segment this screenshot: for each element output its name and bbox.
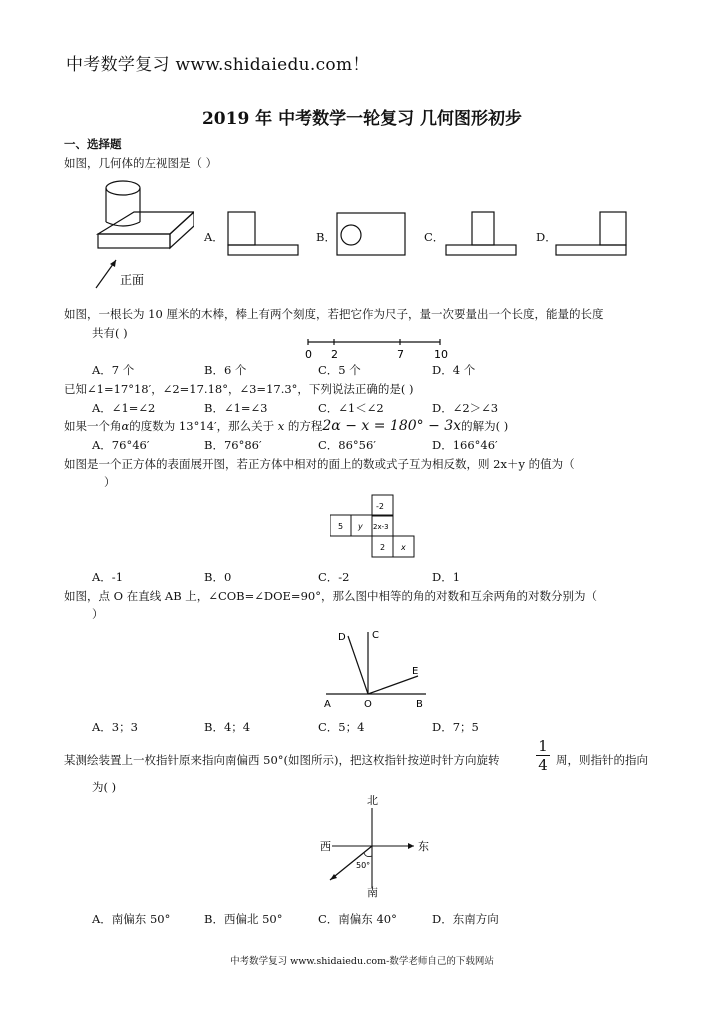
q6-stem-line1: 如图，点 O 在直线 AB 上，∠COB=∠DOE=90°，那么图中相等的角的对数和互余两角的对数分别为（ bbox=[64, 589, 597, 603]
compass-angle-label: 50° bbox=[356, 861, 371, 870]
q2-option-a[interactable]: A．7 个 bbox=[92, 363, 135, 377]
q2-stem-line1: 如图，一根长为 10 厘米的木棒，棒上有两个刻度，若把它作为尺子，量一次要量出一个长度，能量的长度 bbox=[64, 307, 604, 321]
q3-option-c[interactable]: C．∠1＜∠2 bbox=[318, 401, 384, 415]
q1-option-d-figure bbox=[552, 210, 632, 260]
section-heading: 一、选择题 bbox=[64, 137, 122, 151]
q7-compass-figure bbox=[318, 792, 434, 898]
q4-stem-mid: 的度数为 13°14′，那么关于 bbox=[129, 419, 275, 433]
q5-option-b[interactable]: B．0 bbox=[204, 570, 232, 584]
q7-stem-line1a: 某测绘装置上一枚指针原来指向南偏西 50°(如图所示)，把这枚指针按逆时针方向旋转 bbox=[64, 753, 500, 767]
q1-option-c-figure bbox=[440, 210, 520, 260]
q2-option-b[interactable]: B．6 个 bbox=[204, 363, 247, 377]
ruler-label-2: 2 bbox=[331, 348, 338, 361]
q1-front-label: 正面 bbox=[120, 273, 145, 287]
q7-stem-line1b: 周，则指针的指向 bbox=[556, 753, 648, 767]
q7-fraction-denominator: 4 bbox=[538, 756, 548, 774]
q4-option-d[interactable]: D．166°46′ bbox=[432, 438, 498, 452]
q3-stem: 已知∠1=17°18′，∠2=17.18°，∠3=17.3°，下列说法正确的是( ) bbox=[64, 382, 414, 396]
compass-east: 东 bbox=[418, 840, 429, 853]
q4-option-c[interactable]: C．86°56′ bbox=[318, 438, 376, 452]
label-e: E bbox=[412, 666, 419, 677]
q6-angle-figure bbox=[320, 624, 432, 710]
label-b: B bbox=[416, 699, 423, 710]
q1-option-a-figure bbox=[222, 210, 302, 260]
ruler-label-7: 7 bbox=[397, 348, 404, 361]
q4-option-b[interactable]: B．76°86′ bbox=[204, 438, 262, 452]
q7-option-a[interactable]: A．南偏东 50° bbox=[92, 912, 171, 926]
net-cell-5: 5 bbox=[338, 522, 344, 531]
q6-option-d[interactable]: D．7；5 bbox=[432, 720, 479, 734]
ruler-label-0: 0 bbox=[305, 348, 312, 361]
q1-stem: 如图，几何体的左视图是（ ） bbox=[64, 156, 218, 170]
q4-stem-suffix: 的解为( ) bbox=[461, 419, 509, 433]
q7-fraction-numerator: 1 bbox=[538, 737, 548, 755]
label-d: D bbox=[338, 632, 346, 643]
q1-option-a[interactable]: A． bbox=[204, 230, 224, 244]
q4-stem-prefix: 如果一个角 bbox=[64, 419, 122, 433]
q1-solid-figure bbox=[94, 176, 194, 292]
q2-option-c[interactable]: C．5 个 bbox=[318, 363, 361, 377]
q5-option-a[interactable]: A．-1 bbox=[92, 570, 124, 584]
label-o: O bbox=[364, 699, 372, 710]
net-cell-y: y bbox=[358, 522, 363, 531]
label-c: C bbox=[372, 630, 379, 641]
q6-stem-line2: ） bbox=[92, 607, 104, 621]
net-cell-2: 2 bbox=[380, 543, 386, 552]
q5-option-d[interactable]: D．1 bbox=[432, 570, 461, 584]
q4-var-x: x bbox=[277, 419, 285, 433]
q4-stem bbox=[64, 418, 508, 434]
q4-option-a[interactable]: A．76°46′ bbox=[92, 438, 150, 452]
q7-option-d[interactable]: D．东南方向 bbox=[432, 912, 499, 926]
q4-stem-mid2: 的方程 bbox=[287, 419, 323, 433]
q1-option-b[interactable]: B． bbox=[316, 230, 336, 244]
compass-west: 西 bbox=[320, 840, 331, 853]
q5-stem-line1: 如图是一个正方体的表面展开图，若正方体中相对的面上的数或式子互为相反数，则 2x＋y 的值为（ bbox=[64, 457, 575, 471]
q4-alpha: α bbox=[121, 419, 130, 433]
q1-option-d[interactable]: D． bbox=[536, 230, 557, 244]
q2-option-d[interactable]: D．4 个 bbox=[432, 363, 476, 377]
q3-option-b[interactable]: B．∠1=∠3 bbox=[204, 401, 268, 415]
q1-option-c[interactable]: C． bbox=[424, 230, 445, 244]
q3-option-d[interactable]: D．∠2＞∠3 bbox=[432, 401, 499, 415]
page-footer: 中考数学复习 www.shidaiedu.com-数学老师自己的下载网站 bbox=[230, 956, 494, 967]
q6-option-a[interactable]: A．3；3 bbox=[92, 720, 138, 734]
q7-option-c[interactable]: C．南偏东 40° bbox=[318, 912, 397, 926]
q5-cube-net-figure bbox=[330, 494, 424, 560]
q7-option-b[interactable]: B．西偏北 50° bbox=[204, 912, 283, 926]
q5-option-c[interactable]: C．-2 bbox=[318, 570, 350, 584]
q2-stem-line2: 共有( ) bbox=[92, 326, 128, 340]
ruler-label-10: 10 bbox=[434, 348, 448, 361]
site-header: 中考数学复习 www.shidaiedu.com！ bbox=[66, 55, 370, 75]
label-a: A bbox=[324, 699, 331, 710]
net-cell-x: x bbox=[401, 543, 406, 552]
q4-equation: 2α − x = 180° − 3x bbox=[322, 418, 462, 434]
net-cell-2x-3: 2x-3 bbox=[373, 523, 389, 531]
compass-south: 南 bbox=[367, 886, 378, 898]
net-cell-neg2: -2 bbox=[376, 502, 384, 511]
q1-option-b-figure bbox=[334, 210, 410, 260]
q3-option-a[interactable]: A．∠1=∠2 bbox=[92, 401, 156, 415]
compass-north: 北 bbox=[367, 794, 378, 807]
q5-stem-line2: ） bbox=[104, 475, 116, 489]
document-title: 2019 年 中考数学一轮复习 几何图形初步 bbox=[201, 109, 523, 129]
q7-stem-line2: 为( ) bbox=[92, 780, 117, 794]
q7-fraction bbox=[536, 738, 550, 773]
q6-option-c[interactable]: C．5；4 bbox=[318, 720, 365, 734]
q2-ruler-figure bbox=[300, 336, 450, 362]
q6-option-b[interactable]: B．4；4 bbox=[204, 720, 251, 734]
